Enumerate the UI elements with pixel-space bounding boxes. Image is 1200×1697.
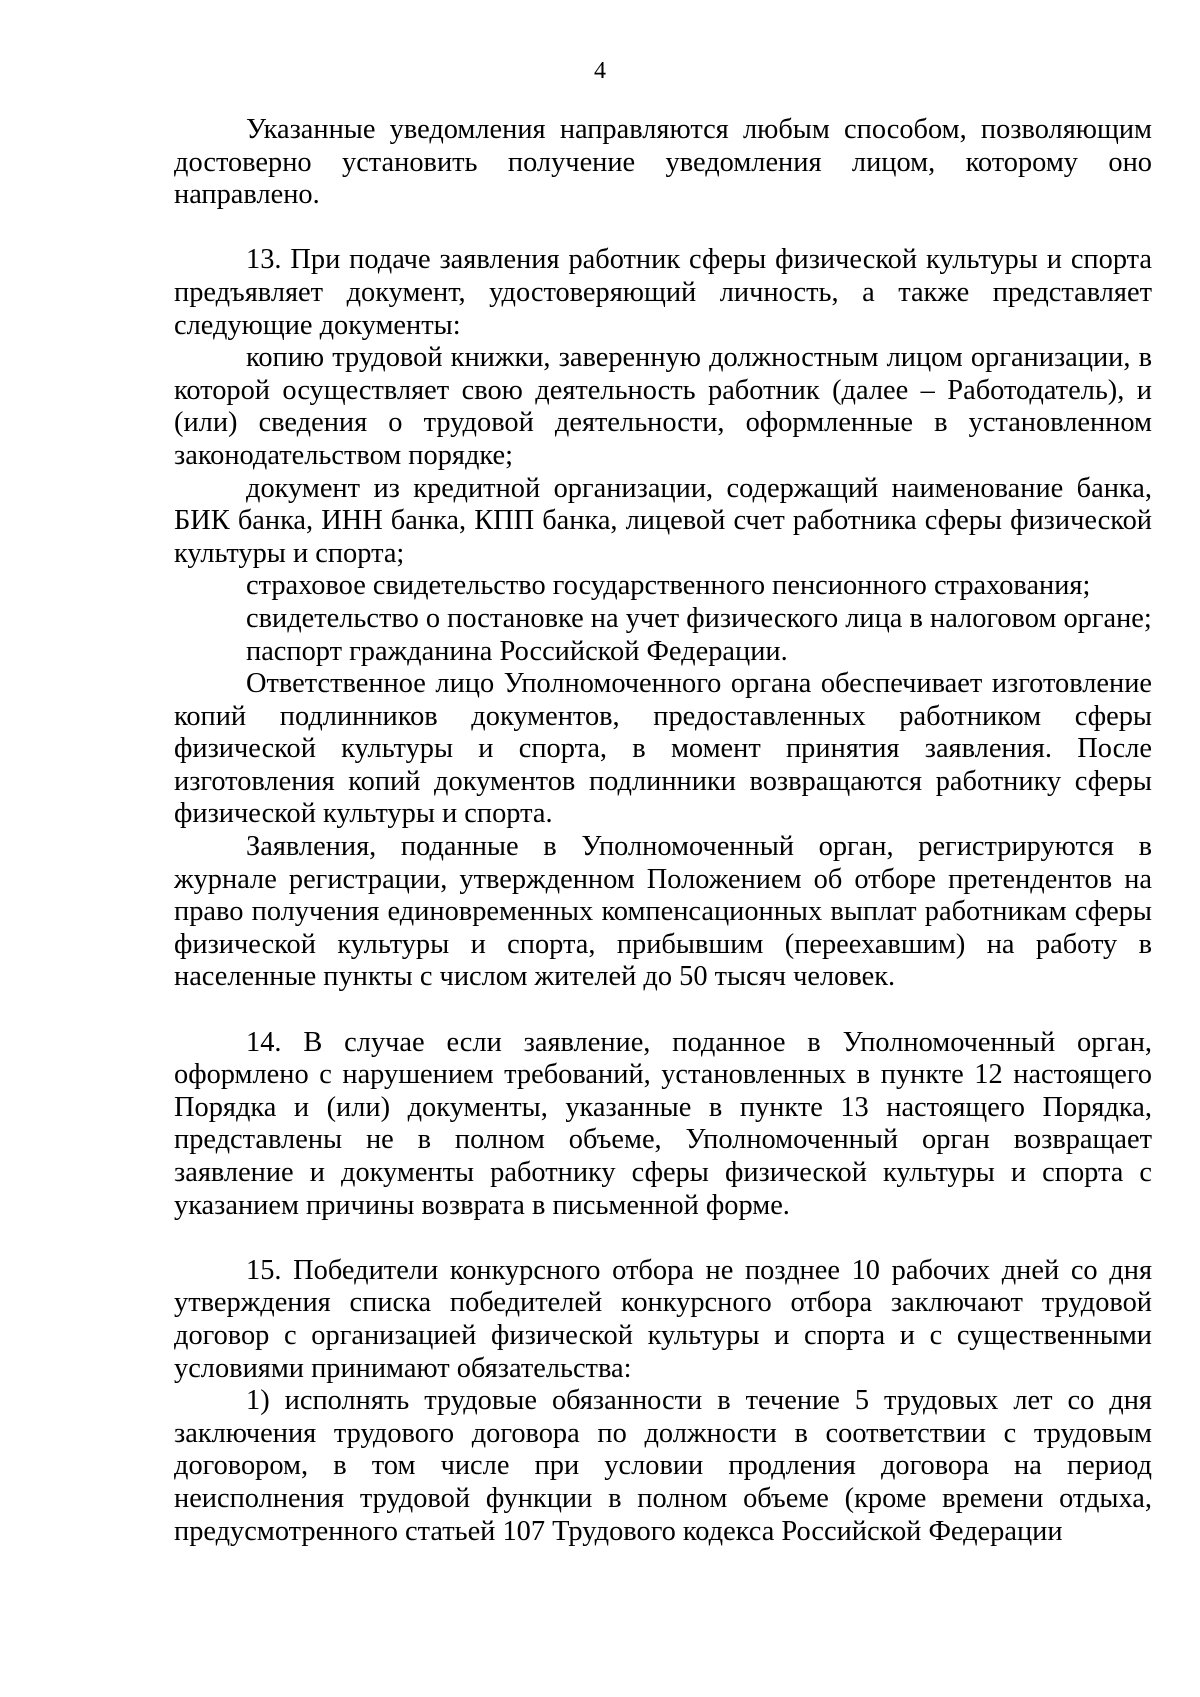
list-item-tax-certificate: свидетельство о постановке на учет физического лица в налоговом органе; [246, 602, 1152, 634]
paragraph-document-copies: Ответственное лицо Уполномоченного органа обеспечивает изготовление копий подлинников документов, предоставленных работником сферы физической культуры и спорта, в момент принятия заявления. После изготовления копий документов подлинники возвращаются работнику сферы физической культуры и спорта. [174, 668, 1152, 830]
list-item-insurance-certificate: страховое свидетельство государственного пенсионного страхования; [246, 570, 1091, 602]
paragraph-spacer [174, 1222, 1152, 1255]
page-number: 4 [594, 58, 606, 84]
paragraph-spacer [174, 994, 1152, 1027]
paragraph-registration: Заявления, поданные в Уполномоченный орган, регистрируются в журнале регистрации, утвержденном Положением об отборе претендентов на право получения единовременных компенсационных выплат работникам сферы физической культуры и спорта, прибывшим (переехавшим) на работу в населенные пункты с числом жителей до 50 тысяч человек. [174, 831, 1152, 993]
paragraph-item-14: 14. В случае если заявление, поданное в Уполномоченный орган, оформлено с нарушением требований, установленных в пункте 12 настоящего Порядка и (или) документы, указанные в пункте 13 настоящего Порядка, представлены не в полном объеме, Уполномоченный орган возвращает заявление и документы работнику сферы физической культуры и спорта с указанием причины возврата в письменной форме. [174, 1026, 1152, 1221]
paragraph-notification-method: Указанные уведомления направляются любым способом, позволяющим достоверно установить получение уведомления лицом, которому оно направлено. [174, 114, 1152, 211]
list-item-passport: паспорт гражданина Российской Федерации. [246, 635, 788, 667]
paragraph-item-13: 13. При подаче заявления работник сферы физической культуры и спорта предъявляет документ, удостоверяющий личность, а также представляет следующие документы: [174, 244, 1152, 341]
list-item-bank-document: документ из кредитной организации, содержащий наименование банка, БИК банка, ИНН банка, КПП банка, лицевой счет работника сферы физической культуры и спорта; [174, 472, 1152, 569]
paragraph-spacer [174, 212, 1152, 245]
document-body [174, 114, 1152, 1548]
list-item-labor-book: копию трудовой книжки, заверенную должностным лицом организации, в которой осуществляет свою деятельность работник (далее – Работодатель), и (или) сведения о трудовой деятельности, оформленные в установленном законодательством порядке; [174, 342, 1152, 471]
paragraph-item-15: 15. Победители конкурсного отбора не позднее 10 рабочих дней со дня утверждения списка победителей конкурсного отбора заключают трудовой договор с организацией физической культуры и спорта и с существенными условиями принимают обязательства: [174, 1254, 1152, 1384]
paragraph-item-15-subitem-1: 1) исполнять трудовые обязанности в течение 5 трудовых лет со дня заключения трудового договора по должности в соответствии с трудовым договором, в том числе при условии продления договора на период неисполнения трудовой функции в полном объеме (кроме времени отдыха, предусмотренного статьей 107 Трудового кодекса Российской Федерации [174, 1385, 1152, 1547]
